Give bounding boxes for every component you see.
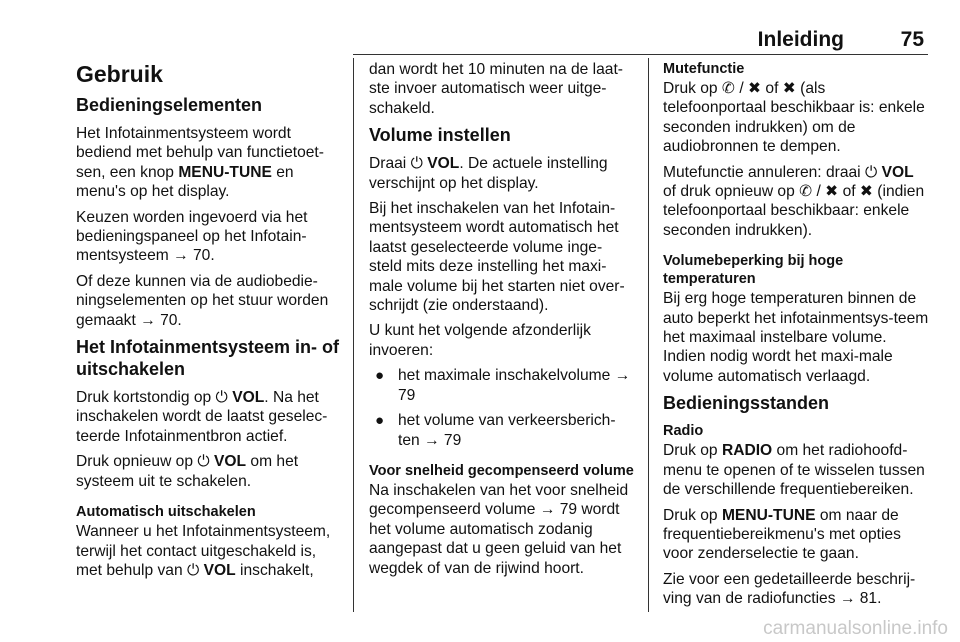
subheading-volumebeperking: Volumebeperking bij hoge temperaturen [663, 253, 844, 288]
subheading-automatisch-uitschakelen: Automatisch uitschakelen [76, 504, 256, 521]
paragraph: Wanneer u het Infotainmentsysteem, terwijl het contact uitgeschakeld is, met behulp van ⏻ VOL inschakelt, [76, 523, 331, 579]
paragraph: Bij het inschakelen van het Infotain-mentsysteem wordt automatisch het laatst geselecteerde volume inge-steld mits deze instelling het maxi-male volume bij het starten niet over-schrijdt (zie onderstaand). [369, 200, 625, 315]
watermark: carmanualsonline.info [763, 618, 948, 639]
paragraph: U kunt het volgende afzonderlijk invoeren: [369, 322, 591, 359]
heading-volume-instellen: Volume instellen [369, 125, 511, 146]
list-item: ● het volume van verkeersberich-ten → 79 [375, 412, 616, 449]
heading-bedieningselementen: Bedieningselementen [76, 95, 263, 115]
page-number: 75 [900, 28, 924, 51]
subheading-snelheid-volume: Voor snelheid gecompenseerd volume [369, 462, 634, 479]
section-title-gebruik: Gebruik [76, 61, 163, 87]
paragraph: Na inschakelen van het voor snelheid gecompenseerd volume → 79 wordt het volume automatisch zodanig aangepast dat u geen geluid van het wegdek of van de rijwind hoort. [369, 481, 629, 577]
paragraph: Draai ⏻ VOL. De actuele instelling verschijnt op het display. [369, 155, 608, 192]
page-header [0, 0, 960, 56]
heading-in-uitschakelen: Het Infotainmentsysteem in- of uitschakelen [76, 337, 340, 380]
paragraph: Druk op RADIO om het radiohoofd-menu te openen of te wisselen tussen de verschillende frequentiebereiken. [663, 442, 925, 499]
paragraph: dan wordt het 10 minuten na de laat-ste invoer automatisch weer uitge-schakeld. [369, 61, 623, 117]
paragraph: Of deze kunnen via de audiobedie-ningselementen op het stuur worden gemaakt → 70. [76, 272, 329, 329]
paragraph: Druk op MENU-TUNE om naar de frequentiebereikmenu's met opties voor zenderselectie te gaan. [663, 506, 901, 563]
list-item: ● het maximale inschakelvolume → 79 [375, 367, 631, 404]
paragraph: Bij erg hoge temperaturen binnen de auto beperkt het infotainmentsys-teem het maximaal instelbare volume. Indien nodig wordt het maxi-male volume automatisch verlaagd. [663, 290, 929, 385]
column-divider-1 [353, 58, 354, 612]
column-divider-2 [648, 58, 649, 612]
paragraph: Mutefunctie annuleren: draai ⏻ VOL of druk opnieuw op ✆ / ✖ of ✖ (indien telefoonportaal beschikbaar: enkele seconden indrukken). [663, 163, 925, 239]
chapter-title: Inleiding [757, 28, 844, 51]
paragraph: Druk op ✆ / ✖ of ✖ (als telefoonportaal beschikbaar is: enkele seconden indrukken) om de audiobronnen te dempen. [663, 80, 925, 156]
subheading-mutefunctie: Mutefunctie [663, 61, 745, 77]
bullet-icon: ● [375, 412, 385, 430]
paragraph: Keuzen worden ingevoerd via het bedieningspaneel op het Infotain-mentsysteem → 70. [76, 208, 308, 265]
column-1 [76, 60, 342, 586]
paragraph: Druk opnieuw op ⏻ VOL om het systeem uit te schakelen. [76, 453, 299, 490]
paragraph: Zie voor een gedetailleerde beschrij-ving van de radiofuncties → 81. [663, 570, 916, 608]
column-3 [663, 60, 929, 615]
paragraph: Het Infotainmentsysteem wordt bediend met behulp van functietoet-sen, een knop MENU-TUNE en menu's op het display. [76, 125, 324, 201]
paragraph: Druk kortstondig op ⏻ VOL. Na het inschakelen wordt de laatst geselec-teerde Infotainmentbron actief. [76, 389, 328, 445]
bullet-icon: ● [375, 367, 385, 385]
column-2 [369, 60, 635, 584]
header-rule [353, 54, 928, 55]
subheading-radio: Radio [663, 423, 704, 440]
heading-bedieningsstanden: Bedieningsstanden [663, 393, 830, 414]
